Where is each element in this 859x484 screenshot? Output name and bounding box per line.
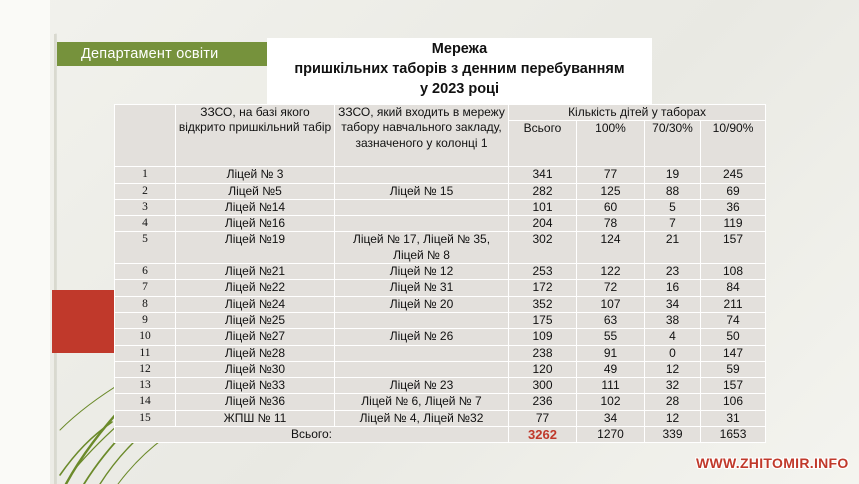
row-number: 11 — [115, 345, 176, 361]
total-cell: 352 — [509, 296, 577, 312]
network-cell — [335, 361, 509, 377]
p100-cell: 60 — [577, 199, 645, 215]
school-cell: Ліцей №19 — [176, 232, 335, 264]
p100-cell: 102 — [577, 394, 645, 410]
red-accent-block — [52, 290, 114, 353]
table-row — [115, 345, 766, 361]
school-cell: Ліцей №27 — [176, 329, 335, 345]
p10-cell: 157 — [701, 232, 766, 264]
table-row — [115, 410, 766, 426]
row-number: 6 — [115, 264, 176, 280]
p10-cell: 84 — [701, 280, 766, 296]
p100-cell: 125 — [577, 183, 645, 199]
school-cell: Ліцей №16 — [176, 216, 335, 232]
table-row — [115, 199, 766, 215]
school-cell: Ліцей №22 — [176, 280, 335, 296]
network-cell: Ліцей № 17, Ліцей № 35, Ліцей № 8 — [335, 232, 509, 264]
network-cell: Ліцей № 12 — [335, 264, 509, 280]
p100-cell: 124 — [577, 232, 645, 264]
total-cell: 238 — [509, 345, 577, 361]
page-title — [267, 39, 652, 99]
table-row — [115, 232, 766, 264]
row-number: 7 — [115, 280, 176, 296]
header-10-90: 10/90% — [701, 121, 766, 167]
header-total: Всього — [509, 121, 577, 167]
row-number: 5 — [115, 232, 176, 264]
p10-cell: 106 — [701, 394, 766, 410]
p10-cell: 147 — [701, 345, 766, 361]
total-cell: 175 — [509, 312, 577, 328]
title-line-1: Мережа — [431, 41, 488, 57]
school-cell: Ліцей №5 — [176, 183, 335, 199]
network-cell: Ліцей № 20 — [335, 296, 509, 312]
row-number: 12 — [115, 361, 176, 377]
p10-cell: 74 — [701, 312, 766, 328]
p70-cell: 12 — [645, 361, 701, 377]
total-cell: 236 — [509, 394, 577, 410]
p100-cell: 34 — [577, 410, 645, 426]
watermark: WWW.ZHITOMIR.INFO — [696, 455, 849, 471]
network-cell — [335, 216, 509, 232]
p70-cell: 19 — [645, 167, 701, 183]
header-number — [115, 105, 176, 167]
totals-label: Всього: — [115, 427, 509, 443]
total-cell: 204 — [509, 216, 577, 232]
row-number: 13 — [115, 378, 176, 394]
p100-cell: 55 — [577, 329, 645, 345]
p70-cell: 34 — [645, 296, 701, 312]
p10-cell: 31 — [701, 410, 766, 426]
row-number: 1 — [115, 167, 176, 183]
table-row — [115, 312, 766, 328]
table-row — [115, 296, 766, 312]
p100-cell: 91 — [577, 345, 645, 361]
total-cell: 172 — [509, 280, 577, 296]
table-row — [115, 167, 766, 183]
header-school: ЗЗСО, на базі якого відкрито пришкільний табір — [176, 105, 335, 167]
p10-cell: 50 — [701, 329, 766, 345]
network-cell — [335, 312, 509, 328]
school-cell: Ліцей №24 — [176, 296, 335, 312]
p70-cell: 28 — [645, 394, 701, 410]
total-100: 1270 — [577, 427, 645, 443]
network-cell: Ліцей № 23 — [335, 378, 509, 394]
table-row — [115, 280, 766, 296]
p70-cell: 16 — [645, 280, 701, 296]
p70-cell: 21 — [645, 232, 701, 264]
department-label: Департамент освіти — [57, 42, 267, 66]
total-cell: 101 — [509, 199, 577, 215]
school-cell: Ліцей №21 — [176, 264, 335, 280]
p100-cell: 111 — [577, 378, 645, 394]
header-network: ЗЗСО, який входить в мережу табору навчального закладу, зазначеного у колонці 1 — [335, 105, 509, 167]
p100-cell: 78 — [577, 216, 645, 232]
row-number: 4 — [115, 216, 176, 232]
total-cell: 253 — [509, 264, 577, 280]
total-cell: 341 — [509, 167, 577, 183]
p70-cell: 0 — [645, 345, 701, 361]
totals-row — [115, 427, 766, 443]
row-number: 15 — [115, 410, 176, 426]
p10-cell: 69 — [701, 183, 766, 199]
row-number: 3 — [115, 199, 176, 215]
p70-cell: 5 — [645, 199, 701, 215]
p70-cell: 88 — [645, 183, 701, 199]
school-cell: Ліцей №14 — [176, 199, 335, 215]
row-number: 2 — [115, 183, 176, 199]
school-cell: Ліцей №25 — [176, 312, 335, 328]
table-row — [115, 361, 766, 377]
network-cell — [335, 167, 509, 183]
school-cell: Ліцей № 3 — [176, 167, 335, 183]
p10-cell: 119 — [701, 216, 766, 232]
network-cell: Ліцей № 15 — [335, 183, 509, 199]
p70-cell: 23 — [645, 264, 701, 280]
header-children-count: Кількість дітей у таборах — [509, 105, 766, 121]
table-row — [115, 394, 766, 410]
table-row — [115, 216, 766, 232]
total-70-30: 339 — [645, 427, 701, 443]
row-number: 10 — [115, 329, 176, 345]
p70-cell: 7 — [645, 216, 701, 232]
p100-cell: 72 — [577, 280, 645, 296]
total-cell: 77 — [509, 410, 577, 426]
network-cell: Ліцей № 4, Ліцей №32 — [335, 410, 509, 426]
school-cell: Ліцей №33 — [176, 378, 335, 394]
p100-cell: 122 — [577, 264, 645, 280]
school-cell: Ліцей №36 — [176, 394, 335, 410]
camps-table — [114, 104, 766, 443]
header-70-30: 70/30% — [645, 121, 701, 167]
table-row — [115, 329, 766, 345]
p100-cell: 49 — [577, 361, 645, 377]
school-cell: Ліцей №30 — [176, 361, 335, 377]
p70-cell: 4 — [645, 329, 701, 345]
row-number: 14 — [115, 394, 176, 410]
grand-total: 3262 — [509, 427, 577, 443]
p10-cell: 59 — [701, 361, 766, 377]
total-cell: 282 — [509, 183, 577, 199]
row-number: 8 — [115, 296, 176, 312]
network-cell: Ліцей № 6, Ліцей № 7 — [335, 394, 509, 410]
p10-cell: 157 — [701, 378, 766, 394]
table-row — [115, 183, 766, 199]
school-cell: Ліцей №28 — [176, 345, 335, 361]
school-cell: ЖПШ № 11 — [176, 410, 335, 426]
table-body — [115, 167, 766, 443]
table-row — [115, 378, 766, 394]
total-cell: 109 — [509, 329, 577, 345]
header-100: 100% — [577, 121, 645, 167]
total-cell: 300 — [509, 378, 577, 394]
network-cell: Ліцей № 31 — [335, 280, 509, 296]
p70-cell: 32 — [645, 378, 701, 394]
p10-cell: 245 — [701, 167, 766, 183]
total-10-90: 1653 — [701, 427, 766, 443]
table-row — [115, 264, 766, 280]
network-cell — [335, 345, 509, 361]
p100-cell: 107 — [577, 296, 645, 312]
row-number: 9 — [115, 312, 176, 328]
title-line-3: у 2023 році — [419, 81, 500, 97]
p10-cell: 211 — [701, 296, 766, 312]
total-cell: 302 — [509, 232, 577, 264]
p100-cell: 77 — [577, 167, 645, 183]
network-cell: Ліцей № 26 — [335, 329, 509, 345]
slide-border-line — [54, 34, 56, 484]
title-line-2: пришкільних таборів з денним перебуванням — [294, 61, 625, 77]
p100-cell: 63 — [577, 312, 645, 328]
total-cell: 120 — [509, 361, 577, 377]
p10-cell: 108 — [701, 264, 766, 280]
p70-cell: 12 — [645, 410, 701, 426]
network-cell — [335, 199, 509, 215]
p10-cell: 36 — [701, 199, 766, 215]
p70-cell: 38 — [645, 312, 701, 328]
